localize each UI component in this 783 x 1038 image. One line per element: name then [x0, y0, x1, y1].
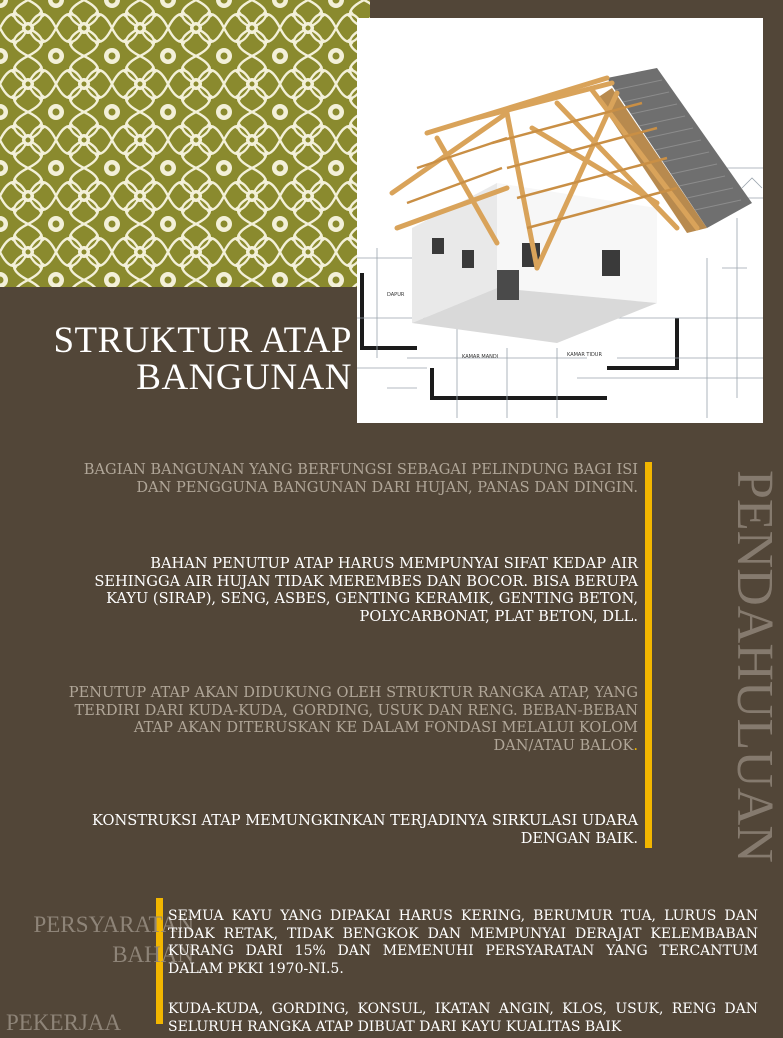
roof-illustration	[357, 18, 763, 423]
paragraph-3-period: .	[633, 736, 638, 754]
title-line-1: STRUKTUR ATAP	[53, 320, 352, 361]
paragraph-2: BAHAN PENUTUP ATAP HARUS MEMPUNYAI SIFAT KEDAP AIR SEHINGGA AIR HUJAN TIDAK MEREMBES DAN BOCOR. BISA BERUPA KAYU (SIRAP), SENG, ASBES, GENTING KERAMIK, GENTING BETON, POLYCARBONAT, PLAT BETON, DLL.	[94, 555, 638, 625]
section-heading-persyaratan: PERSYARATAN BAHAN	[33, 912, 194, 967]
section-heading-pendahuluan: PENDAHULUAN	[726, 470, 783, 863]
accent-bar	[645, 462, 652, 848]
paragraph-1: BAGIAN BANGUNAN YANG BERFUNGSI SEBAGAI PELINDUNG BAGI ISI DAN PENGGUNA BANGUNAN DARI HUJAN, PANAS DAN DINGIN.	[83, 461, 638, 496]
title-line-2: BANGUNAN	[136, 357, 352, 398]
batik-pattern	[0, 0, 370, 287]
blueprint-label-1: DAPUR	[387, 292, 405, 298]
paragraph-3	[60, 684, 638, 754]
roof-structure-image	[357, 18, 763, 423]
requirements-text-2: KUDA-KUDA, GORDING, KONSUL, IKATAN ANGIN, KLOS, USUK, RENG DAN SELURUH RANGKA ATAP DIBUAT DARI KAYU KUALITAS BAIK	[168, 1001, 758, 1035]
page-title	[10, 322, 352, 396]
blueprint-label-3: KAMAR TIDUR	[567, 352, 602, 358]
paragraph-4: KONSTRUKSI ATAP MEMUNGKINKAN TERJADINYA SIRKULASI UDARA DENGAN BAIK.	[91, 812, 638, 847]
section-heading-pekerjaan: PEKERJAA	[6, 1010, 122, 1035]
blueprint-label-2: KAMAR MANDI	[462, 354, 499, 360]
batik-pattern-svg	[0, 0, 370, 287]
paragraph-3-text: PENUTUP ATAP AKAN DIDUKUNG OLEH STRUKTUR RANGKA ATAP, YANG TERDIRI DARI KUDA-KUDA, GORDING, USUK DAN RENG. BEBAN-BEBAN ATAP AKAN DITERUSKAN KE DALAM FONDASI MELALUI KOLOM DAN/ATAU BALOK	[68, 684, 638, 754]
requirements-text-1: SEMUA KAYU YANG DIPAKAI HARUS KERING, BERUMUR TUA, LURUS DAN TIDAK RETAK, TIDAK BENGKOK DAN MEMPUNYAI DERAJAT KELEMBABAN KURANG DARI 15% DAN MEMENUHI PERSYARATAN YANG TERCANTUM DALAM PKKI 1970-NI.5.	[168, 908, 758, 977]
